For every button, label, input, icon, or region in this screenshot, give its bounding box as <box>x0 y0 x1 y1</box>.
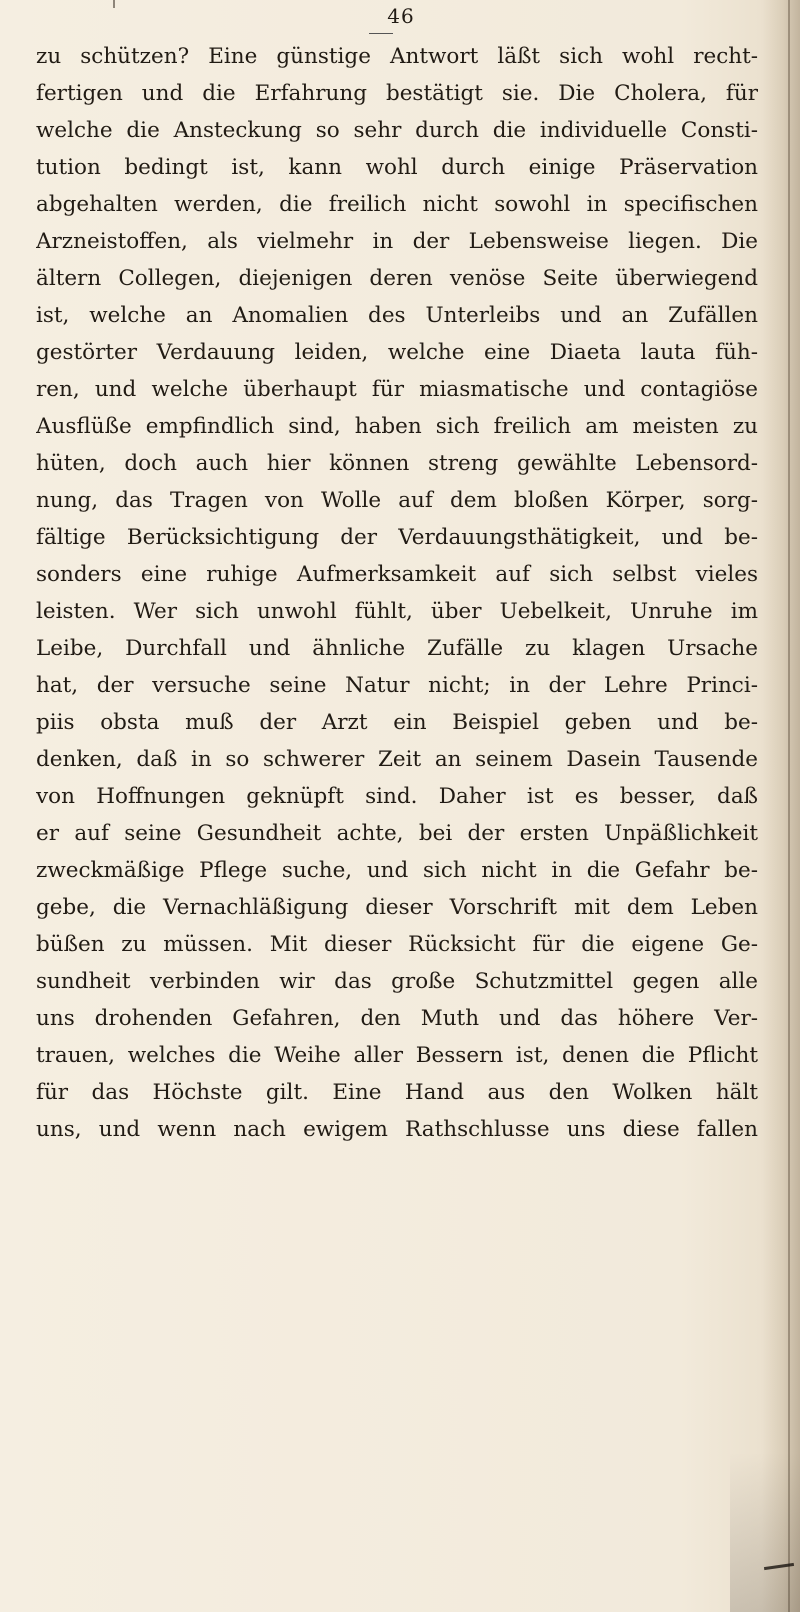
text-line: sundheit verbinden wir das große Schutzmittel gegen alle <box>36 969 758 994</box>
text-line: büßen zu müssen. Mit dieser Rücksicht für die eigene Ge- <box>36 932 758 957</box>
text-line: Arzneistoffen, als vielmehr in der Lebensweise liegen. Die <box>36 229 758 254</box>
text-line: ältern Collegen, diejenigen deren venöse Seite überwiegend <box>36 266 758 291</box>
page-number-rule <box>369 33 393 34</box>
text-line: für das Höchste gilt. Eine Hand aus den Wolken hält <box>36 1080 758 1105</box>
text-line: gebe, die Vernachläßigung dieser Vorschrift mit dem Leben <box>36 895 758 920</box>
text-line: von Hoffnungen geknüpft sind. Daher ist es besser, daß <box>36 784 758 809</box>
text-line: zu schützen? Eine günstige Antwort läßt sich wohl recht- <box>36 44 758 69</box>
text-line: hüten, doch auch hier können streng gewählte Lebensord- <box>36 451 758 476</box>
ink-mark <box>113 0 115 8</box>
text-line: nung, das Tragen von Wolle auf dem bloßen Körper, sorg- <box>36 488 758 513</box>
text-line: Ausflüße empfindlich sind, haben sich freilich am meisten zu <box>36 414 758 439</box>
text-line: gestörter Verdauung leiden, welche eine Diaeta lauta füh- <box>36 340 758 365</box>
text-line: welche die Ansteckung so sehr durch die individuelle Consti- <box>36 118 758 143</box>
text-line: ren, und welche überhaupt für miasmatische und contagiöse <box>36 377 758 402</box>
text-line: ist, welche an Anomalien des Unterleibs und an Zufällen <box>36 303 758 328</box>
page-number: 46 <box>387 4 415 28</box>
text-line: tution bedingt ist, kann wohl durch einige Präservation <box>36 155 758 180</box>
text-line: leisten. Wer sich unwohl fühlt, über Uebelkeit, Unruhe im <box>36 599 758 624</box>
text-line: denken, daß in so schwerer Zeit an seinem Dasein Tausende <box>36 747 758 772</box>
text-line: trauen, welches die Weihe aller Bessern ist, denen die Pflicht <box>36 1043 758 1068</box>
text-line: fertigen und die Erfahrung bestätigt sie. Die Cholera, für <box>36 81 758 106</box>
text-line: sonders eine ruhige Aufmerksamkeit auf sich selbst vieles <box>36 562 758 587</box>
text-line: fältige Berücksichtigung der Verdauungsthätigkeit, und be- <box>36 525 758 550</box>
text-line: hat, der versuche seine Natur nicht; in der Lehre Princi- <box>36 673 758 698</box>
text-line: piis obsta muß der Arzt ein Beispiel geben und be- <box>36 710 758 735</box>
body-text <box>36 38 758 1148</box>
text-line: uns, und wenn nach ewigem Rathschlusse uns diese fallen <box>36 1117 758 1142</box>
text-line: uns drohenden Gefahren, den Muth und das höhere Ver- <box>36 1006 758 1031</box>
text-line: abgehalten werden, die freilich nicht sowohl in specifischen <box>36 192 758 217</box>
page-corner-shadow <box>730 1452 800 1612</box>
text-line: er auf seine Gesundheit achte, bei der ersten Unpäßlichkeit <box>36 821 758 846</box>
text-line: Leibe, Durchfall und ähnliche Zufälle zu klagen Ursache <box>36 636 758 661</box>
page-edge-line <box>788 0 790 1612</box>
text-line: zweckmäßige Pflege suche, und sich nicht in die Gefahr be- <box>36 858 758 883</box>
page-edge-shadow <box>762 0 800 1612</box>
